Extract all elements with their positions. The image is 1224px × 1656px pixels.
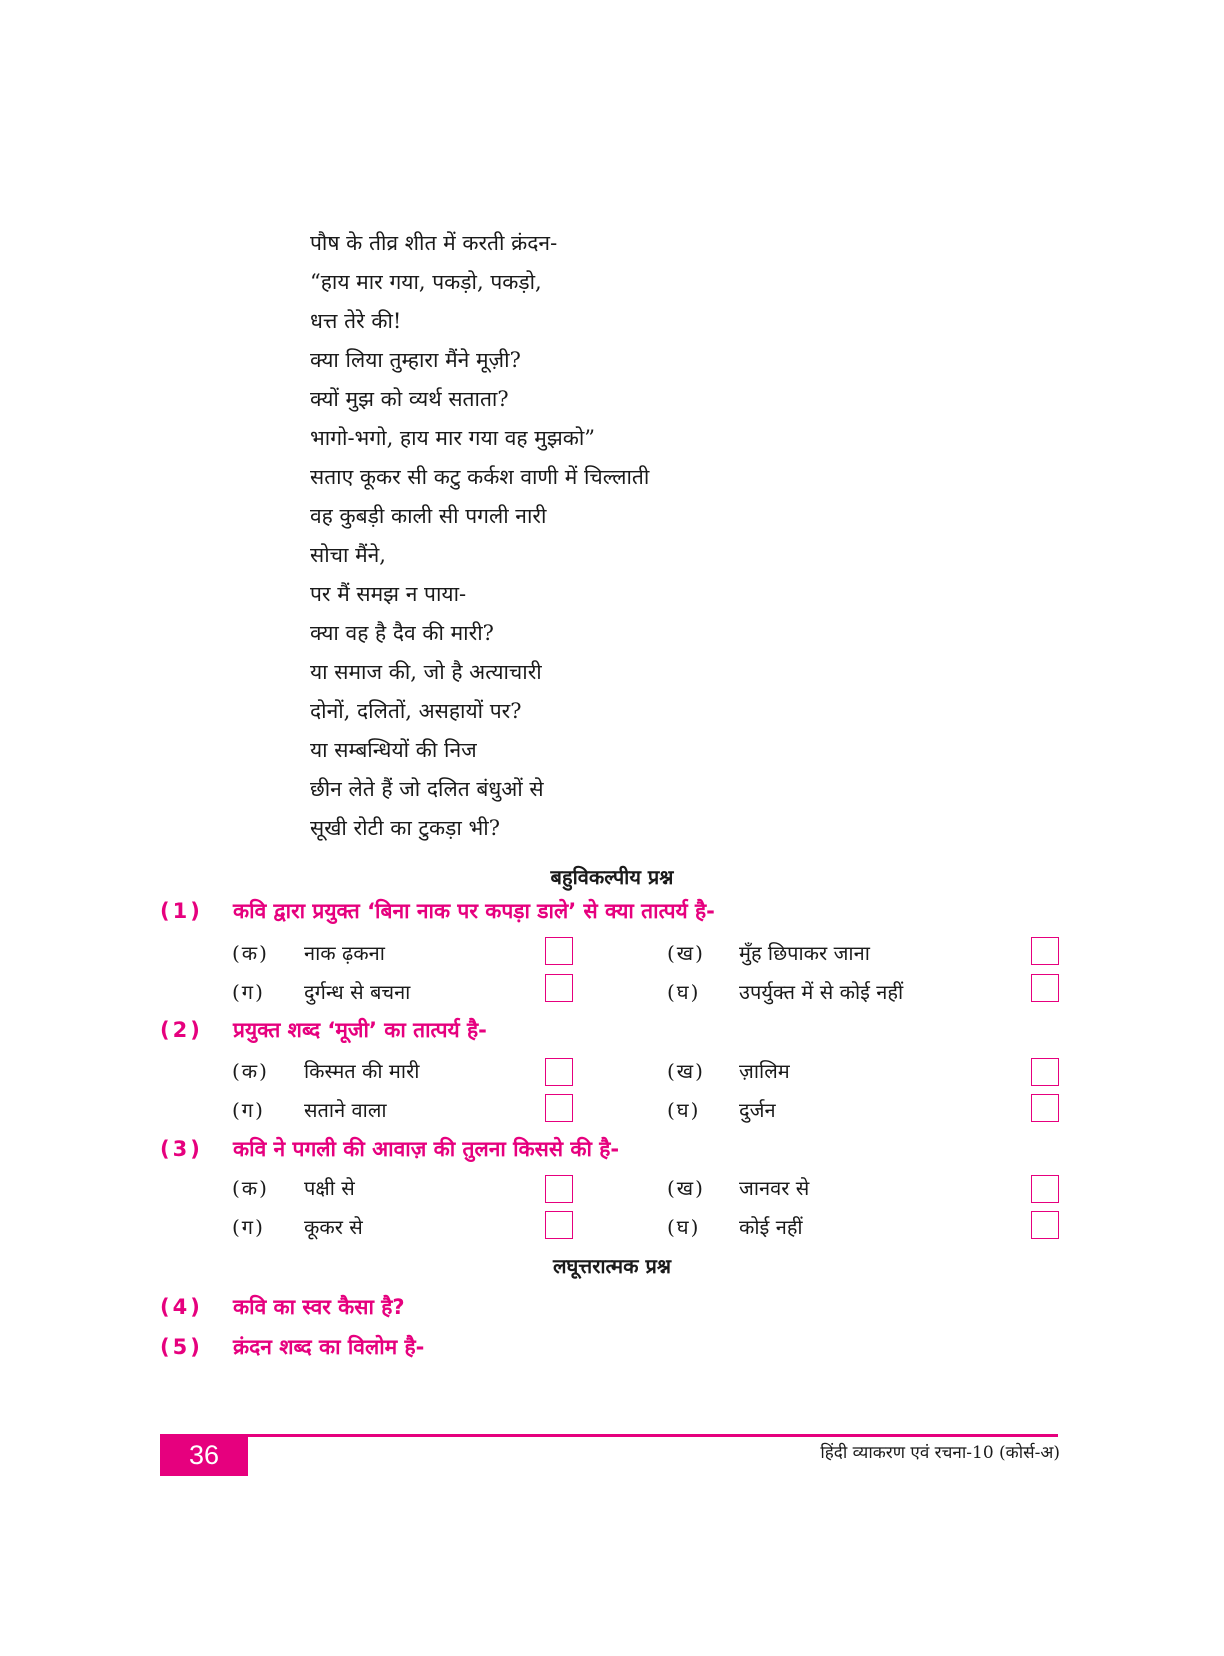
question-number: (1) — [160, 899, 203, 923]
answer-checkbox[interactable] — [545, 1094, 573, 1122]
option-gha — [667, 1213, 803, 1240]
option-tag: (ग) — [232, 980, 265, 1004]
option-ka — [232, 939, 385, 966]
question-5 — [160, 1333, 424, 1361]
option-text: पक्षी से — [304, 1176, 355, 1200]
poem-line: सोचा मैंने, — [310, 543, 386, 567]
option-text: दुर्गन्ध से बचना — [304, 980, 411, 1004]
question-text: कवि ने पगली की आवाज़ की तुलना किससे की है- — [233, 1137, 620, 1161]
poem-line: क्या लिया तुम्हारा मैंने मूज़ी? — [310, 348, 521, 372]
option-text: उपर्युक्त में से कोई नहीं — [739, 980, 904, 1004]
short-answer-heading: लघूत्तरात्मक प्रश्न — [553, 1254, 671, 1278]
question-3 — [160, 1135, 619, 1163]
option-ka — [232, 1174, 355, 1201]
option-tag: (ख) — [667, 1059, 705, 1083]
option-text: सताने वाला — [304, 1098, 387, 1122]
poem — [310, 228, 649, 852]
option-kha — [667, 1057, 790, 1084]
question-2 — [160, 1016, 487, 1044]
answer-checkbox[interactable] — [545, 1211, 573, 1239]
option-text: नाक ढ़कना — [304, 941, 385, 965]
answer-checkbox[interactable] — [545, 1175, 573, 1203]
page-number: 36 — [160, 1434, 248, 1476]
option-text: मुँह छिपाकर जाना — [739, 941, 870, 965]
option-ga — [232, 1096, 387, 1123]
answer-checkbox[interactable] — [545, 1058, 573, 1086]
option-tag: (क) — [232, 941, 269, 965]
question-text: कवि का स्वर कैसा है? — [233, 1295, 405, 1319]
option-text: कोई नहीं — [739, 1215, 803, 1239]
answer-checkbox[interactable] — [1031, 1094, 1059, 1122]
option-tag: (ख) — [667, 941, 705, 965]
option-ga — [232, 978, 410, 1005]
option-tag: (ग) — [232, 1098, 265, 1122]
option-ga — [232, 1213, 363, 1240]
option-tag: (क) — [232, 1059, 269, 1083]
question-text: कवि द्वारा प्रयुक्त ‘बिना नाक पर कपड़ा डाले’ से क्या तात्पर्य है- — [233, 899, 715, 923]
option-text: दुर्जन — [739, 1098, 776, 1122]
option-gha — [667, 1096, 776, 1123]
answer-checkbox[interactable] — [1031, 937, 1059, 965]
option-text: किस्मत की मारी — [304, 1059, 420, 1083]
question-number: (2) — [160, 1018, 203, 1042]
option-tag: (ग) — [232, 1215, 265, 1239]
poem-line: या समाज की, जो है अत्याचारी — [310, 660, 542, 684]
question-number: (3) — [160, 1137, 203, 1161]
mcq-heading: बहुविकल्पीय प्रश्न — [550, 865, 674, 889]
poem-line: छीन लेते हैं जो दलित बंधुओं से — [310, 777, 544, 801]
question-text: क्रंदन शब्द का विलोम है- — [233, 1335, 425, 1359]
footer-rule — [160, 1434, 1058, 1437]
question-text: प्रयुक्त शब्द ‘मूजी’ का तात्पर्य है- — [233, 1018, 487, 1042]
poem-line: वह कुबड़ी काली सी पगली नारी — [310, 504, 547, 528]
poem-line: पौष के तीव्र शीत में करती क्रंदन- — [310, 231, 558, 255]
option-tag: (क) — [232, 1176, 269, 1200]
option-text: ज़ालिम — [739, 1059, 790, 1083]
poem-line: दोनों, दलितों, असहायों पर? — [310, 699, 522, 723]
question-4 — [160, 1293, 405, 1321]
option-tag: (घ) — [667, 1098, 701, 1122]
option-kha — [667, 939, 870, 966]
poem-line: सताए कूकर सी कटु कर्कश वाणी में चिल्लाती — [310, 465, 650, 489]
answer-checkbox[interactable] — [545, 937, 573, 965]
option-text: जानवर से — [739, 1176, 810, 1200]
poem-line: धत्त तेरे की! — [310, 309, 402, 333]
poem-line: क्या वह है दैव की मारी? — [310, 621, 494, 645]
answer-checkbox[interactable] — [1031, 1175, 1059, 1203]
poem-line: सूखी रोटी का टुकड़ा भी? — [310, 816, 500, 840]
poem-line: पर मैं समझ न पाया- — [310, 582, 467, 606]
question-number: (5) — [160, 1335, 203, 1359]
poem-line: या सम्बन्धियों की निज — [310, 738, 477, 762]
option-ka — [232, 1057, 419, 1084]
option-tag: (घ) — [667, 980, 701, 1004]
option-text: कूकर से — [304, 1215, 363, 1239]
option-tag: (ख) — [667, 1176, 705, 1200]
question-1 — [160, 897, 715, 925]
question-number: (4) — [160, 1295, 203, 1319]
answer-checkbox[interactable] — [1031, 974, 1059, 1002]
book-title: हिंदी व्याकरण एवं रचना-10 (कोर्स-अ) — [820, 1443, 1060, 1463]
poem-line: क्यों मुझ को व्यर्थ सताता? — [310, 387, 509, 411]
option-tag: (घ) — [667, 1215, 701, 1239]
answer-checkbox[interactable] — [545, 974, 573, 1002]
option-kha — [667, 1174, 809, 1201]
answer-checkbox[interactable] — [1031, 1058, 1059, 1086]
option-gha — [667, 978, 903, 1005]
answer-checkbox[interactable] — [1031, 1211, 1059, 1239]
poem-line: “हाय मार गया, पकड़ो, पकड़ो, — [310, 270, 542, 294]
poem-line: भागो-भगो, हाय मार गया वह मुझको” — [310, 426, 595, 450]
